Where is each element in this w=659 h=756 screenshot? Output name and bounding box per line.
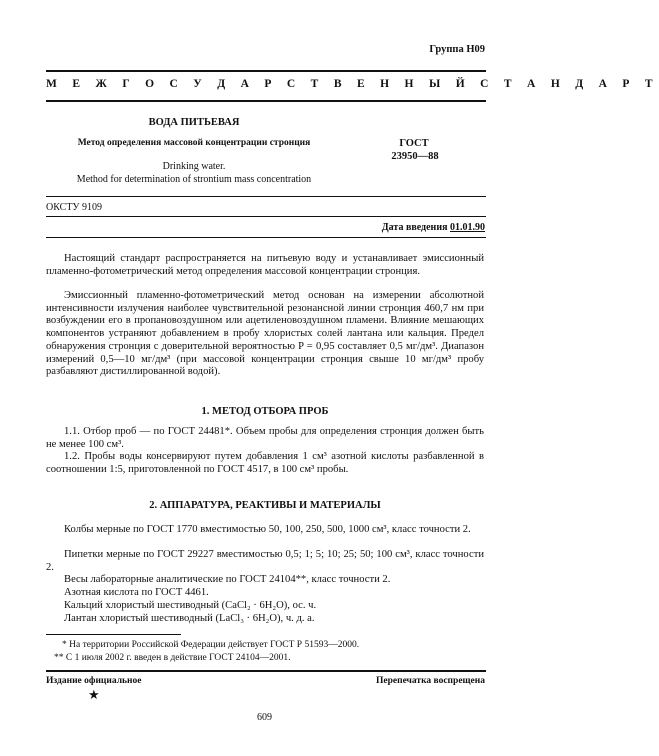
document-subtitle-en: Method for determination of strontium mass concentration (76, 174, 312, 185)
group-label: Группа Н09 (429, 44, 485, 55)
standard-banner: М Е Ж Г О С У Д А Р С Т В Е Н Н Ы Й С Т А Н Д А Р Т (46, 78, 659, 90)
page-number: 609 (257, 712, 272, 723)
footer-rule (46, 670, 486, 672)
title-bottom-rule (46, 196, 486, 197)
equipment-item: Пипетки мерные по ГОСТ 29227 вместимостью 0,5; 1; 5; 10; 25; 50; 100 см³, класс точности 2. (46, 549, 484, 573)
document-subtitle-ru: Метод определения массовой концентрации стронция (77, 138, 311, 148)
reprint-notice: Перепечатка воспрещена (375, 676, 485, 686)
top-rule (46, 70, 486, 72)
reagent-item: Лантан хлористый шестиводный (LaCl₃ · 6H₂O), ч. д. а. (64, 613, 315, 624)
gost-label: ГОСТ (399, 138, 429, 149)
clause-1-1: 1.1. Отбор проб — по ГОСТ 24481*. Объем пробы для определения стронция должен быть не менее 100 см³. (46, 426, 484, 450)
banner-bottom-rule (46, 100, 486, 102)
footnote: ** С 1 июля 2002 г. введен в действие ГОСТ 24104—2001. (54, 653, 291, 663)
section-1-heading: 1. МЕТОД ОТБОРА ПРОБ (201, 406, 329, 417)
footnote-separator (46, 634, 181, 635)
intro-paragraph: Настоящий стандарт распространяется на питьевую воду и устанавливает эмиссионный пламенно-фотометрический метод определения массовой концентрации стронция. (46, 253, 484, 277)
okstu-code: ОКСТУ 9109 (46, 202, 103, 213)
reagent-item: Азотная кислота по ГОСТ 4461. (64, 587, 209, 598)
footnote: * На территории Российской Федерации действует ГОСТ Р 51593—2000. (62, 640, 360, 650)
document-title-en: Drinking water. (162, 161, 226, 172)
equipment-item: Колбы мерные по ГОСТ 1770 вместимостью 50, 100, 250, 500, 1000 см³, класс точности 2. (64, 524, 471, 535)
edition-label: Издание официальное (46, 676, 142, 686)
intro-date-label: Дата введения (381, 222, 448, 233)
intro-date (382, 222, 485, 233)
gost-number: 23950—88 (391, 151, 439, 162)
reagent-item: Кальций хлористый шестиводный (CaCl₂ · 6H₂O), ос. ч. (64, 600, 317, 611)
okstu-bottom-rule (46, 216, 486, 217)
equipment-item: Весы лабораторные аналитические по ГОСТ 24104**, класс точности 2. (64, 574, 391, 585)
clause-1-2: 1.2. Пробы воды консервируют путем добавления 1 см³ азотной кислоты разбавленной в соотношении 1:5, приготовленной по ГОСТ 4517, в 100 см³ пробы. (46, 451, 484, 475)
method-paragraph: Эмиссионный пламенно-фотометрический метод основан на измерении абсолютной интенсивности излучения наиболее чувствительной резонансной линии стронция 460,7 нм при возбуждении его в пропановоздушном или ацетиленовоздушном пламени. Влияние мешающих компонентов устраняют добавлением в пробу хлористых солей лантана или кальция. Предел обнаружения стронция с доверительной вероятностью P = 0,95 составляет 0,5 мг/дм³. Диапазон измерений 0,5—10 мг/дм³ (при массовой концентрации стронция свыше 10 мг/дм³ пробу разбавляют дистиллированной водой). (46, 290, 484, 378)
document-title-ru: ВОДА ПИТЬЕВАЯ (148, 117, 240, 128)
star-icon: ★ (88, 687, 100, 702)
section-2-heading: 2. АППАРАТУРА, РЕАКТИВЫ И МАТЕРИАЛЫ (149, 500, 381, 511)
intro-date-value: 01.01.90 (450, 222, 485, 233)
date-bottom-rule (46, 237, 486, 238)
